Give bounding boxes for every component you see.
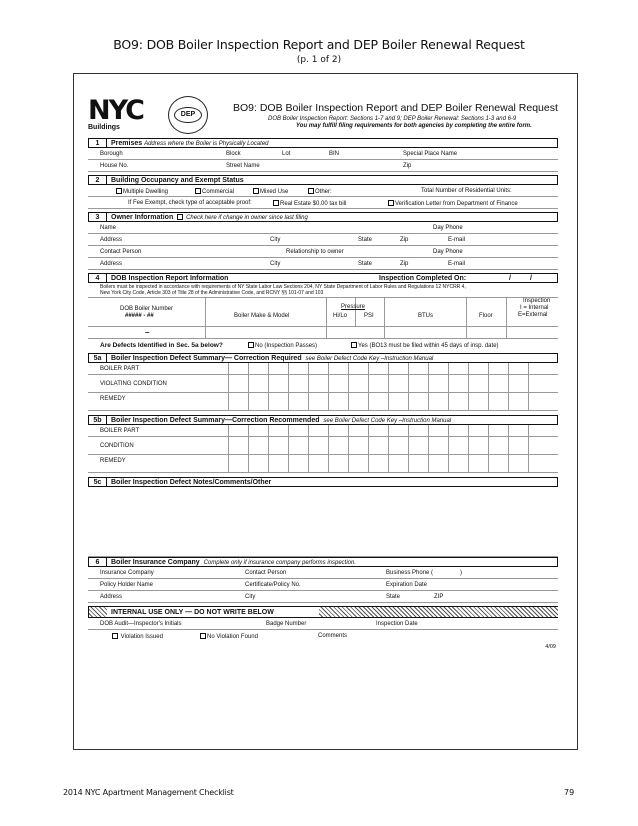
expiration-field[interactable]: Expiration Date (386, 582, 428, 588)
contact-address-field[interactable]: Address (100, 261, 123, 267)
checkbox-icon[interactable] (195, 188, 201, 194)
defects-question-row (88, 339, 558, 353)
section-4-header (88, 273, 558, 283)
owner-row-3 (88, 246, 558, 258)
checkbox-icon[interactable] (273, 200, 279, 206)
section-number: 5b (89, 416, 107, 424)
row-label: BOILER PART (100, 428, 140, 434)
section-number: 1 (89, 139, 107, 147)
owner-name-field[interactable]: Name (100, 225, 117, 231)
form-header (88, 96, 558, 138)
section-5a-header (88, 353, 558, 363)
col-inspection-external: E=External (518, 312, 548, 318)
fee-exempt-label: If Fee Exempt, check type of acceptable proof: (128, 200, 252, 206)
bin-field[interactable]: BIN (329, 151, 340, 157)
section-number: 6 (89, 558, 107, 566)
section-6-header (88, 557, 558, 567)
col-divider (308, 363, 309, 410)
insurance-address-field[interactable]: Address (100, 594, 123, 600)
contact-state-field[interactable]: State (358, 261, 373, 267)
col-divider (228, 425, 229, 472)
nyc-buildings-logo (88, 95, 166, 132)
relationship-field[interactable]: Relationship to owner (286, 249, 344, 255)
insurance-row-2 (88, 579, 558, 591)
verification-option[interactable]: Verification Letter from Department of Finance (388, 200, 518, 207)
checkbox-icon[interactable] (177, 214, 183, 220)
checkbox-icon[interactable] (253, 188, 259, 194)
col-divider (468, 363, 469, 410)
owner-state-field[interactable]: State (358, 237, 373, 243)
col-divider (328, 363, 329, 410)
section-title: Boiler Insurance Company Complete only if insurance company performs inspection. (111, 559, 356, 566)
legal-line-2: New York City Code, Article 303 of Title 28 of the Administrative Code, and RCNY §§ 101-07 and 103 (100, 290, 324, 296)
insurance-city-field[interactable]: City (245, 594, 256, 600)
row-label: CONDITION (100, 443, 134, 449)
house-no-field[interactable]: House No. (100, 163, 129, 169)
section-title: Boiler Inspection Defect Summary—Correction Recommended see Boiler Defect Code Key –Instruction Manual (111, 417, 452, 424)
section-number: 4 (89, 274, 107, 282)
section-title: Boiler Inspection Defect Notes/Comments/Other (111, 479, 272, 486)
comments-field: Comments (318, 633, 348, 639)
section-hint: see Boiler Defect Code Key –Instruction Manual (323, 418, 452, 424)
col-divider (408, 363, 409, 410)
col-divider (326, 298, 327, 338)
col-divider (308, 425, 309, 472)
col-divider (508, 425, 509, 472)
col-divider (288, 425, 289, 472)
col-divider (448, 425, 449, 472)
col-inspection-internal: I = Internal (520, 305, 549, 311)
inspection-date-field: Inspection Date (376, 621, 418, 627)
block-field[interactable]: Block (226, 151, 241, 157)
contact-person-field[interactable]: Contact Person (100, 249, 142, 255)
inspection-completed-label: Inspection Completed On: (379, 275, 467, 282)
row-label: REMEDY (100, 458, 126, 464)
section-title: Premises Address where the Boiler is Physically Located (111, 140, 269, 147)
dep-seal-icon (168, 96, 208, 134)
owner-zip-field[interactable]: Zip (400, 237, 409, 243)
col-divider (466, 298, 467, 338)
col-divider (428, 363, 429, 410)
col-divider (248, 363, 249, 410)
owner-email-field[interactable]: E-mail (448, 237, 466, 243)
col-make-model: Boiler Make & Model (234, 313, 290, 319)
col-divider (488, 425, 489, 472)
borough-field[interactable]: Borough (100, 151, 123, 157)
insurance-zip-field[interactable]: ZIP (434, 594, 444, 600)
revision-date: 4/09 (545, 644, 556, 650)
section-number: 5a (89, 354, 107, 362)
checkbox-icon[interactable] (388, 200, 394, 206)
col-divider (528, 425, 529, 472)
contact-city-field[interactable]: City (270, 261, 281, 267)
form (88, 96, 558, 652)
col-divider (368, 363, 369, 410)
internal-row-1 (88, 618, 558, 630)
fee-exempt-row (88, 197, 558, 209)
section-1-header (88, 138, 558, 148)
row-label: BOILER PART (100, 366, 140, 372)
mixed-use-option[interactable]: Mixed Use (253, 188, 288, 195)
checkbox-icon[interactable] (248, 342, 254, 348)
col-divider (268, 363, 269, 410)
section-number: 3 (89, 213, 107, 221)
col-divider (388, 425, 389, 472)
premises-row-1 (88, 148, 558, 160)
insurance-state-field[interactable]: State (386, 594, 401, 600)
col-inspection: Inspection (523, 298, 551, 304)
col-boiler-number: DOB Boiler Number (120, 306, 174, 312)
hatch-pattern (319, 607, 558, 617)
col-divider (384, 298, 385, 338)
col-divider (355, 298, 356, 326)
col-divider (506, 298, 507, 338)
checkbox-icon (200, 633, 206, 639)
commercial-option[interactable]: Commercial (195, 188, 234, 195)
contact-zip-field[interactable]: Zip (400, 261, 409, 267)
col-hilo: Hi/Lo (333, 313, 348, 319)
col-divider (508, 363, 509, 410)
footer-left: 2014 NYC Apartment Management Checklist (63, 788, 234, 797)
no-violation-option: No Violation Found (200, 633, 258, 640)
col-divider (348, 363, 349, 410)
audit-initials-field: DOB Audit—Inspector's Initials (100, 621, 182, 627)
col-floor: Floor (479, 313, 493, 319)
seal-text: DEP (174, 107, 202, 123)
revision-row (88, 642, 558, 652)
checkbox-icon[interactable] (116, 188, 122, 194)
col-divider (268, 425, 269, 472)
section-hint: Complete only if insurance company performs inspection. (203, 560, 356, 566)
business-phone-close: ) (460, 570, 462, 576)
col-divider (448, 363, 449, 410)
section-number: 5c (89, 478, 107, 486)
logo-sub: Buildings (88, 124, 120, 131)
zip-field[interactable]: Zip (403, 163, 412, 169)
section-hint: Address where the Boiler is Physically Located (144, 141, 269, 147)
page-subtitle: (p. 1 of 2) (296, 55, 342, 65)
section-hint: see Boiler Defect Code Key –Instruction Manual (305, 356, 434, 362)
col-btus: BTUs (418, 313, 433, 319)
defects-question: Are Defects Identified in Sec. 5a below? (100, 342, 223, 349)
defects-no-option[interactable]: No (Inspection Passes) (248, 342, 317, 349)
col-divider (428, 425, 429, 472)
section-title: Building Occupancy and Exempt Status (111, 177, 244, 184)
residential-units-field[interactable]: Total Number of Residential Units: (421, 188, 512, 194)
other-option[interactable]: Other: (308, 188, 332, 195)
internal-use-header (88, 606, 558, 618)
page-title: BO9: DOB Boiler Inspection Report and DEP Boiler Renewal Request (113, 37, 525, 52)
owner-row-1 (88, 222, 558, 234)
owner-address-field[interactable]: Address (100, 237, 123, 243)
lot-field[interactable]: Lot (282, 151, 291, 157)
internal-use-title: INTERNAL USE ONLY — DO NOT WRITE BELOW (111, 609, 274, 616)
row-divider (88, 326, 558, 327)
col-divider (228, 363, 229, 410)
section-2-header (88, 175, 558, 185)
page-number: 79 (564, 788, 575, 797)
form-subtitle: DOB Boiler Inspection Report: Sections 1-7 and 9; DEP Boiler Renewal: Sections 1-3 and 6-9 (268, 116, 517, 122)
street-name-field[interactable]: Street Name (226, 163, 260, 169)
section-number: 2 (89, 176, 107, 184)
hatch-pattern (89, 607, 107, 617)
occupancy-row (88, 185, 558, 197)
special-place-field[interactable]: Special Place Name (403, 151, 458, 157)
col-pressure: Pressure (341, 304, 366, 310)
owner-city-field[interactable]: City (270, 237, 281, 243)
col-divider (248, 425, 249, 472)
logo-text: NYC (88, 95, 144, 126)
form-title: BO9: DOB Boiler Inspection Report and DEP Boiler Renewal Request (233, 102, 558, 114)
date-slash: / (530, 275, 532, 282)
day-phone-field[interactable]: Day Phone (433, 225, 463, 231)
insurance-row-1 (88, 567, 558, 579)
contact-day-phone-field[interactable]: Day Phone (433, 249, 463, 255)
section-hint: Check here if change in owner since last filing (186, 215, 308, 221)
owner-row-4 (88, 258, 558, 270)
section-title: Owner Information Check here if change in owner since last filing (111, 214, 308, 221)
col-divider (205, 298, 206, 338)
policy-holder-field[interactable]: Policy Holder Name (100, 582, 154, 588)
certificate-field[interactable]: Certificate/Policy No. (245, 582, 301, 588)
premises-row-2 (88, 160, 558, 172)
row-label: REMEDY (100, 396, 126, 402)
checkbox-icon (112, 633, 118, 639)
violation-issued-option: Violation Issued (112, 633, 163, 640)
col-divider (368, 425, 369, 472)
col-divider (328, 425, 329, 472)
col-divider (468, 425, 469, 472)
legal-line-1: Boilers must be inspected in accordance with requirements of NY State Labor Law Sections 204, NY State Department of Labor Rules and Regulations 12 NYCRR 4, (100, 284, 466, 290)
col-divider (288, 363, 289, 410)
date-slash: / (509, 275, 511, 282)
notes-area[interactable] (88, 487, 558, 557)
checkbox-icon[interactable] (351, 342, 357, 348)
legal-text (88, 283, 558, 297)
col-divider (388, 363, 389, 410)
insurance-row-3 (88, 591, 558, 603)
owner-row-2 (88, 234, 558, 246)
defects-yes-option[interactable]: Yes (BO13 must be filed within 45 days of insp. date) (351, 342, 499, 349)
multiple-dwelling-option[interactable]: Multiple Dwelling (116, 188, 168, 195)
form-subtitle-2: You may fulfill filing requirements for both agencies by completing the entire form. (296, 123, 532, 129)
boiler-table (88, 297, 558, 339)
section-title: Boiler Inspection Defect Summary— Correction Required see Boiler Defect Code Key –Instruction Manual (111, 355, 434, 362)
defect-grid-5a (88, 363, 558, 411)
section-5b-header (88, 415, 558, 425)
section-title: DOB Inspection Report Information (111, 275, 229, 282)
insurance-company-field[interactable]: Insurance Company (100, 570, 154, 576)
col-divider (488, 363, 489, 410)
badge-number-field: Badge Number (266, 621, 307, 627)
col-divider (528, 363, 529, 410)
col-divider (348, 425, 349, 472)
insurance-contact-field[interactable]: Contact Person (245, 570, 287, 576)
col-psi: PSI (364, 313, 374, 319)
real-estate-option[interactable]: Real Estate $0.00 tax bill (273, 200, 346, 207)
section-5c-header (88, 477, 558, 487)
contact-email-field[interactable]: E-mail (448, 261, 466, 267)
internal-row-2 (88, 630, 558, 642)
business-phone-field[interactable]: Business Phone ( (386, 570, 434, 576)
boiler-number-dash: – (145, 328, 150, 337)
checkbox-icon[interactable] (308, 188, 314, 194)
row-label: VIOLATING CONDITION (100, 381, 167, 387)
defect-grid-5b (88, 425, 558, 473)
col-divider (408, 425, 409, 472)
col-boiler-number-format: ##### - ## (125, 313, 154, 319)
section-3-header (88, 212, 558, 222)
